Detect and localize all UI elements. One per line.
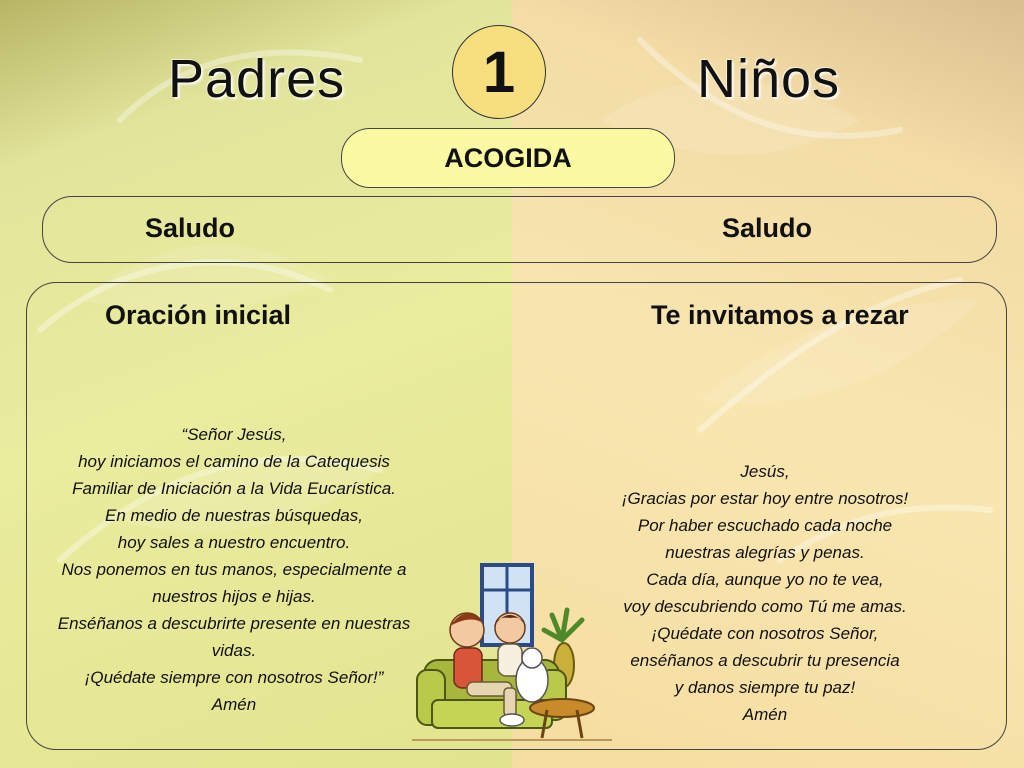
children-greeting: Saludo — [722, 213, 813, 243]
parents-greeting: Saludo — [145, 213, 236, 243]
family-on-sofa-illustration — [412, 560, 612, 745]
acogida-label: ACOGIDA — [341, 128, 675, 188]
prayer-line: hoy iniciamos el camino de la Catequesis — [78, 452, 390, 471]
prayer-line: Por haber escuchado cada noche — [637, 516, 893, 535]
prayer-line: ¡Quédate siempre con nosotros Señor!” — [84, 668, 384, 687]
prayer-line: ¡Gracias por estar hoy entre nosotros! — [621, 489, 909, 508]
prayer-line: Cada día, aunque yo no te vea, — [646, 570, 884, 589]
prayer-line: hoy sales a nuestro encuentro. — [117, 533, 351, 552]
parents-section-title: Oración inicial — [105, 300, 292, 330]
parents-title: Padres — [168, 49, 346, 109]
prayer-line: enséñanos a descubrir tu presencia — [630, 651, 900, 670]
prayer-line: nuestras alegrías y penas. — [665, 543, 865, 562]
prayer-line: nuestros hijos e hijas. — [152, 587, 316, 606]
parents-prayer — [28, 421, 440, 718]
prayer-line: Familiar de Iniciación a la Vida Eucarística. — [72, 479, 396, 498]
prayer-line: Amén — [211, 695, 257, 714]
prayer-line: Amén — [742, 705, 788, 724]
prayer-line: vidas. — [211, 641, 257, 660]
prayer-line: Jesús, — [740, 462, 790, 481]
prayer-line: voy descubriendo como Tú me amas. — [623, 597, 907, 616]
children-prayer — [560, 458, 970, 728]
children-title: Niños — [697, 49, 841, 109]
prayer-line: En medio de nuestras búsquedas, — [104, 506, 363, 525]
prayer-line: Nos ponemos en tus manos, especialmente a — [61, 560, 407, 579]
prayer-line: ¡Quédate con nosotros Señor, — [651, 624, 879, 643]
prayer-line: “Señor Jesús, — [181, 425, 287, 444]
step-number-badge: 1 — [452, 25, 546, 119]
children-section-title: Te invitamos a rezar — [651, 300, 909, 330]
prayer-line: y danos siempre tu paz! — [674, 678, 856, 697]
prayer-line: Enséñanos a descubrirte presente en nuestras — [57, 614, 411, 633]
